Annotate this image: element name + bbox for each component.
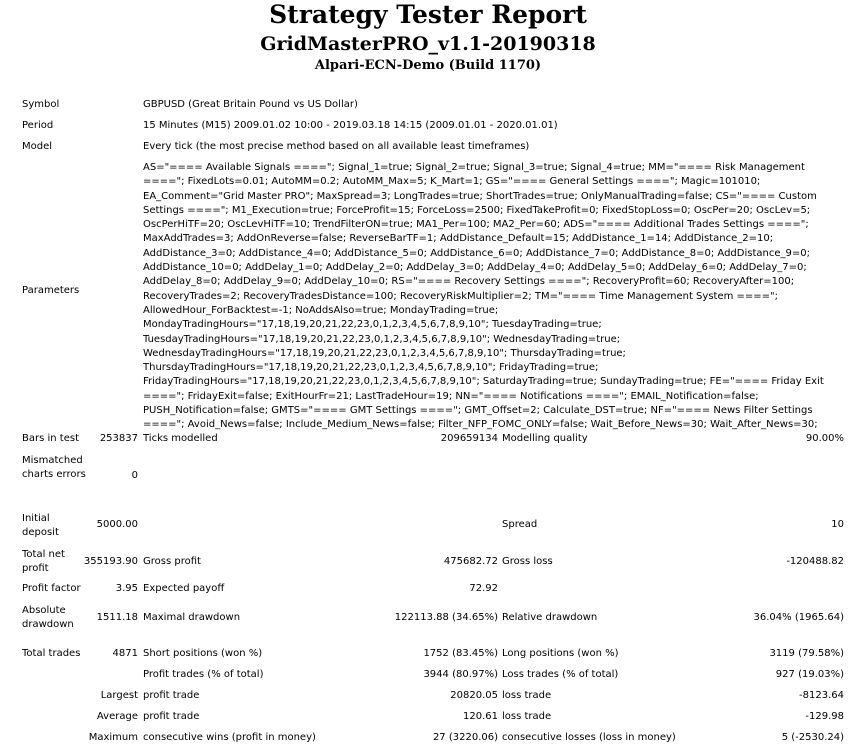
server-name: Alpari-ECN-Demo (Build 1170) xyxy=(314,58,542,73)
ptrades-label: Profit trades (% of total) xyxy=(143,669,264,680)
parameters-label: Parameters xyxy=(22,285,80,296)
maxdd-value: 122113.88 (34.65%) xyxy=(394,612,498,623)
average-label: Average xyxy=(96,711,138,722)
grossprofit-value: 475682.72 xyxy=(443,556,498,567)
period-label: Period xyxy=(22,120,54,131)
max-losses-value: 5 (-2530.24) xyxy=(781,732,844,743)
absdd-label: Absolute drawdown xyxy=(22,605,74,631)
average-loss-label: loss trade xyxy=(502,711,552,722)
absdd-value: 1511.18 xyxy=(96,612,138,623)
largest-loss-value: -8123.64 xyxy=(799,690,844,701)
report-title: Strategy Tester Report xyxy=(269,0,587,29)
symbol-value: GBPUSD (Great Britain Pound vs US Dollar) xyxy=(143,99,358,110)
spread-value: 10 xyxy=(831,519,844,530)
bars-label: Bars in test xyxy=(22,433,79,444)
trades-value: 4871 xyxy=(112,648,138,659)
maxdd-label: Maximal drawdown xyxy=(143,612,241,623)
average-profit-value: 120.61 xyxy=(463,711,498,722)
largest-profit-value: 20820.05 xyxy=(450,690,498,701)
maximum-label: Maximum xyxy=(88,732,138,743)
deposit-value: 5000.00 xyxy=(96,519,138,530)
grossprofit-label: Gross profit xyxy=(143,556,201,567)
max-wins-value: 27 (3220.06) xyxy=(432,732,498,743)
max-wins-label: consecutive wins (profit in money) xyxy=(143,732,316,743)
model-label: Model xyxy=(22,141,53,152)
model-value: Every tick (the most precise method based on all available least timeframes) xyxy=(143,141,530,152)
expert-name: GridMasterPRO_v1.1-20190318 xyxy=(260,33,596,55)
mismatch-label: Mismatched charts errors xyxy=(22,455,86,481)
grossloss-label: Gross loss xyxy=(502,556,553,567)
ptrades-value: 3944 (80.97%) xyxy=(423,669,498,680)
largest-label: Largest xyxy=(100,690,138,701)
payoff-label: Expected payoff xyxy=(143,583,225,594)
netprofit-value: 355193.90 xyxy=(83,556,138,567)
short-value: 1752 (83.45%) xyxy=(423,648,498,659)
pf-label: Profit factor xyxy=(22,583,81,594)
grossloss-value: -120488.82 xyxy=(786,556,844,567)
largest-loss-label: loss trade xyxy=(502,690,552,701)
long-label: Long positions (won %) xyxy=(502,648,619,659)
average-profit-label: profit trade xyxy=(143,711,200,722)
reldd-label: Relative drawdown xyxy=(502,612,598,623)
quality-value: 90.00% xyxy=(805,433,844,444)
quality-label: Modelling quality xyxy=(502,433,588,444)
largest-profit-label: profit trade xyxy=(143,690,200,701)
max-losses-label: consecutive losses (loss in money) xyxy=(502,732,676,743)
bars-value: 253837 xyxy=(99,433,138,444)
long-value: 3119 (79.58%) xyxy=(769,648,844,659)
average-loss-value: -129.98 xyxy=(805,711,844,722)
spread-label: Spread xyxy=(502,519,538,530)
netprofit-label: Total net profit xyxy=(22,549,65,575)
parameters-value: AS="==== Available Signals ===="; Signal_1=true; Signal_2=true; Signal_3=true; Signal_4=true; MM="==== Risk Management ===="; FixedLots=0.01; AutoMM=0.2; AutoMM_Max=5; K_Mart=1; GS="==== General Settings ===="; Magic=101010; EA_Comment="Grid Master PRO"; MaxSpread=3; LongTrades=true; ShortTrades=true; OnlyManualTrading=false; CS="==== Custom Settings ===="; M1_Execution=true; ForceProfit=15; ForceLoss=2500; FixedTakeProfit=0; FixedStopLoss=0; OscPer=20; OscLev=5; OscPerHiTF=20; OscLevHiTF=10; TrendFilterON=true; MA1_Per=100; MA2_Per=60; ADS="==== Additional Trades Settings ===="; MaxAddTrades=3; AddOnReverse=false; ReverseBarTF=1; AddDistance_Default=15; AddDistance_1=14; AddDistance_2=10; AddDistance_3=0; AddDistance_4=0; AddDistance_5=0; AddDistance_6=0; AddDistance_7=0; AddDistance_8=0; AddDistance_9=0; AddDistance_10=0; AddDelay_1=0; AddDelay_2=0; AddDelay_3=0; AddDelay_4=0; AddDelay_5=0; AddDelay_6=0; AddDelay_7=0; AddDelay_8=0; AddDelay_9=0; AddDelay_10=0; RS="==== Recovery Settings ===="; RecoveryProfit=60; RecoveryAfter=100; RecoveryTrades=2; RecoveryTradesDistance=100; RecoveryRiskMultiplier=2; TM="==== Time Management System ===="; AllowedHour_ForBacktest=-1; NoAddsAlso=true; MondayTrading=true; MondayTradingHours="17,18,19,20,21,22,23,0,1,2,3,4,5,6,7,8,9,10"; TuesdayTrading=true; TuesdayTradingHours="17,18,19,20,21,22,23,0,1,2,3,4,5,6,7,8,9,10"; WednesdayTrading=true; WednesdayTradingHours="17,18,19,20,21,22,23,0,1,2,3,4,5,6,7,8,9,10"; ThursdayTrading=true; ThursdayTradingHours="17,18,19,20,21,22,23,0,1,2,3,4,5,6,7,8,9,10"; FridayTrading=true; FridayTradingHours="17,18,19,20,21,22,23,0,1,2,3,4,5,6,7,8,9,10"; SaturdayTrading=true; SundayTrading=true; FE="==== Friday Exit ===="; FridayExit=false; ExitHourFr=21; LastTradeHour=19; NN="==== Notifications ===="; EMAIL_Notification=false; PUSH_Notification=false; GMTS="==== GMT Settings ===="; GMT_Offset=2; Calculate_DST=true; NF="==== News Filter Settings ===="; Avoid_News=false; Include_Medium_News=false; Filter_NFP_FOMC_ONLY=false; Wait_Before_News=30; Wait_After_News=30; xyxy=(143,162,824,431)
deposit-label: Initial deposit xyxy=(22,513,59,539)
reldd-value: 36.04% (1965.64) xyxy=(753,612,844,623)
ltrades-label: Loss trades (% of total) xyxy=(502,669,619,680)
ltrades-value: 927 (19.03%) xyxy=(775,669,844,680)
period-value: 15 Minutes (M15) 2009.01.02 10:00 - 2019.03.18 14:15 (2009.01.01 - 2020.01.01) xyxy=(143,120,558,131)
ticks-label: Ticks modelled xyxy=(143,433,218,444)
pf-value: 3.95 xyxy=(115,583,138,594)
mismatch-value: 0 xyxy=(131,470,138,481)
symbol-label: Symbol xyxy=(22,99,60,110)
payoff-value: 72.92 xyxy=(469,583,498,594)
ticks-value: 209659134 xyxy=(440,433,498,444)
trades-label: Total trades xyxy=(22,648,81,659)
short-label: Short positions (won %) xyxy=(143,648,263,659)
